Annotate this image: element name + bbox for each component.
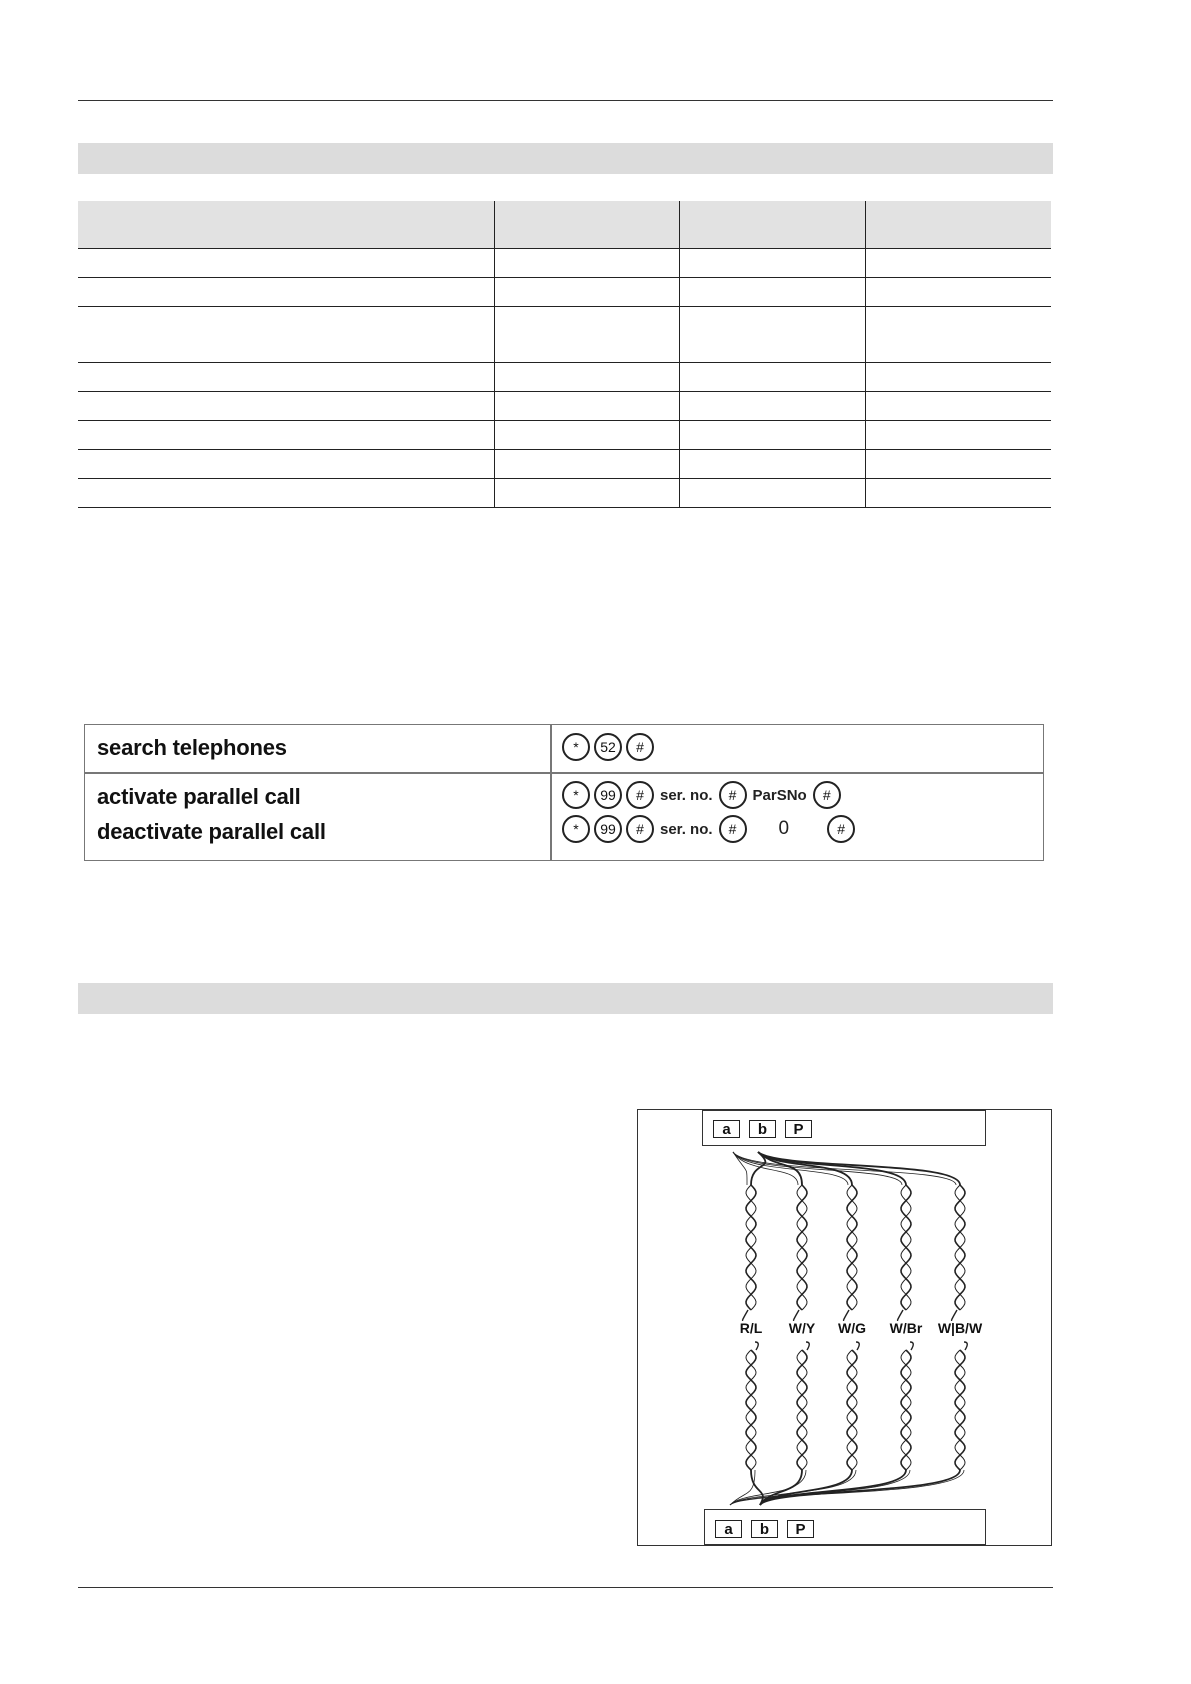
hash-key-icon: # — [827, 815, 855, 843]
label-deactivate-parallel-call: deactivate parallel call — [97, 819, 326, 844]
table-header-row — [78, 201, 1051, 249]
table-row — [78, 363, 1051, 392]
column-divider — [550, 725, 552, 860]
star-key-icon: * — [562, 733, 590, 761]
row-divider — [85, 772, 1043, 774]
sequence-deactivate-parallel-call — [562, 815, 855, 843]
wire-label-w-y: W/Y — [788, 1320, 816, 1336]
wire-label-curve — [743, 1310, 748, 1320]
star-key-icon: * — [562, 781, 590, 809]
footer-rule — [78, 1587, 1053, 1588]
sequence-activate-parallel-call — [562, 781, 841, 809]
table-row — [78, 450, 1051, 479]
wire-label-curve — [964, 1342, 967, 1350]
wire-label-curve — [856, 1342, 859, 1350]
wire-label-curve — [952, 1310, 957, 1320]
wire-label-curve — [844, 1310, 849, 1320]
digit-key: 52 — [594, 733, 622, 761]
top-terminal-b: b — [749, 1120, 776, 1138]
wiring-diagram — [637, 1109, 1052, 1546]
parameter-table — [78, 201, 1051, 508]
wire-label-curve — [898, 1310, 903, 1320]
table-row — [78, 479, 1051, 508]
digit-key: 99 — [594, 815, 622, 843]
top-terminal-block — [702, 1110, 986, 1146]
wire-label-curve — [910, 1342, 913, 1350]
table-row — [78, 249, 1051, 278]
hash-key-icon: # — [719, 815, 747, 843]
wire-label-w-br: W/Br — [889, 1320, 923, 1336]
star-key-icon: * — [562, 815, 590, 843]
bottom-terminal-a: a — [715, 1520, 742, 1538]
hash-key-icon: # — [719, 781, 747, 809]
serial-number-text: ser. no. — [660, 786, 713, 804]
wire-label-curve — [755, 1342, 758, 1350]
table-row — [78, 307, 1051, 363]
wire-label-w-g: W/G — [838, 1320, 866, 1336]
bottom-terminal-p: P — [787, 1520, 814, 1538]
top-terminal-a: a — [713, 1120, 740, 1138]
top-terminal-p: P — [785, 1120, 812, 1138]
wire-fan-bottom — [760, 1470, 906, 1505]
label-activate-parallel-call: activate parallel call — [97, 784, 301, 809]
sequence-search-telephones — [562, 733, 654, 761]
table-row — [78, 392, 1051, 421]
label-search-telephones: search telephones — [97, 735, 287, 760]
header-rule — [78, 100, 1053, 101]
wire-label-curve — [806, 1342, 809, 1350]
zero-digit: 0 — [778, 818, 790, 839]
hash-key-icon: # — [626, 815, 654, 843]
wire-label-r-l: R/L — [739, 1320, 763, 1336]
hash-key-icon: # — [626, 781, 654, 809]
digit-key: 99 — [594, 781, 622, 809]
bottom-terminal-b: b — [751, 1520, 778, 1538]
table-row — [78, 421, 1051, 450]
bottom-terminal-block — [704, 1509, 986, 1545]
wire-label-w-b-w: W|B/W — [937, 1320, 983, 1336]
command-table — [84, 724, 1044, 861]
hash-key-icon: # — [626, 733, 654, 761]
serial-number-text: ser. no. — [660, 820, 713, 838]
section-band-1 — [78, 143, 1053, 174]
wire-label-curve — [794, 1310, 799, 1320]
table-row — [78, 278, 1051, 307]
section-band-2 — [78, 983, 1053, 1014]
wire-fan-bottom — [751, 1470, 763, 1505]
par-sno-text: ParSNo — [752, 786, 807, 804]
hash-key-icon: # — [813, 781, 841, 809]
